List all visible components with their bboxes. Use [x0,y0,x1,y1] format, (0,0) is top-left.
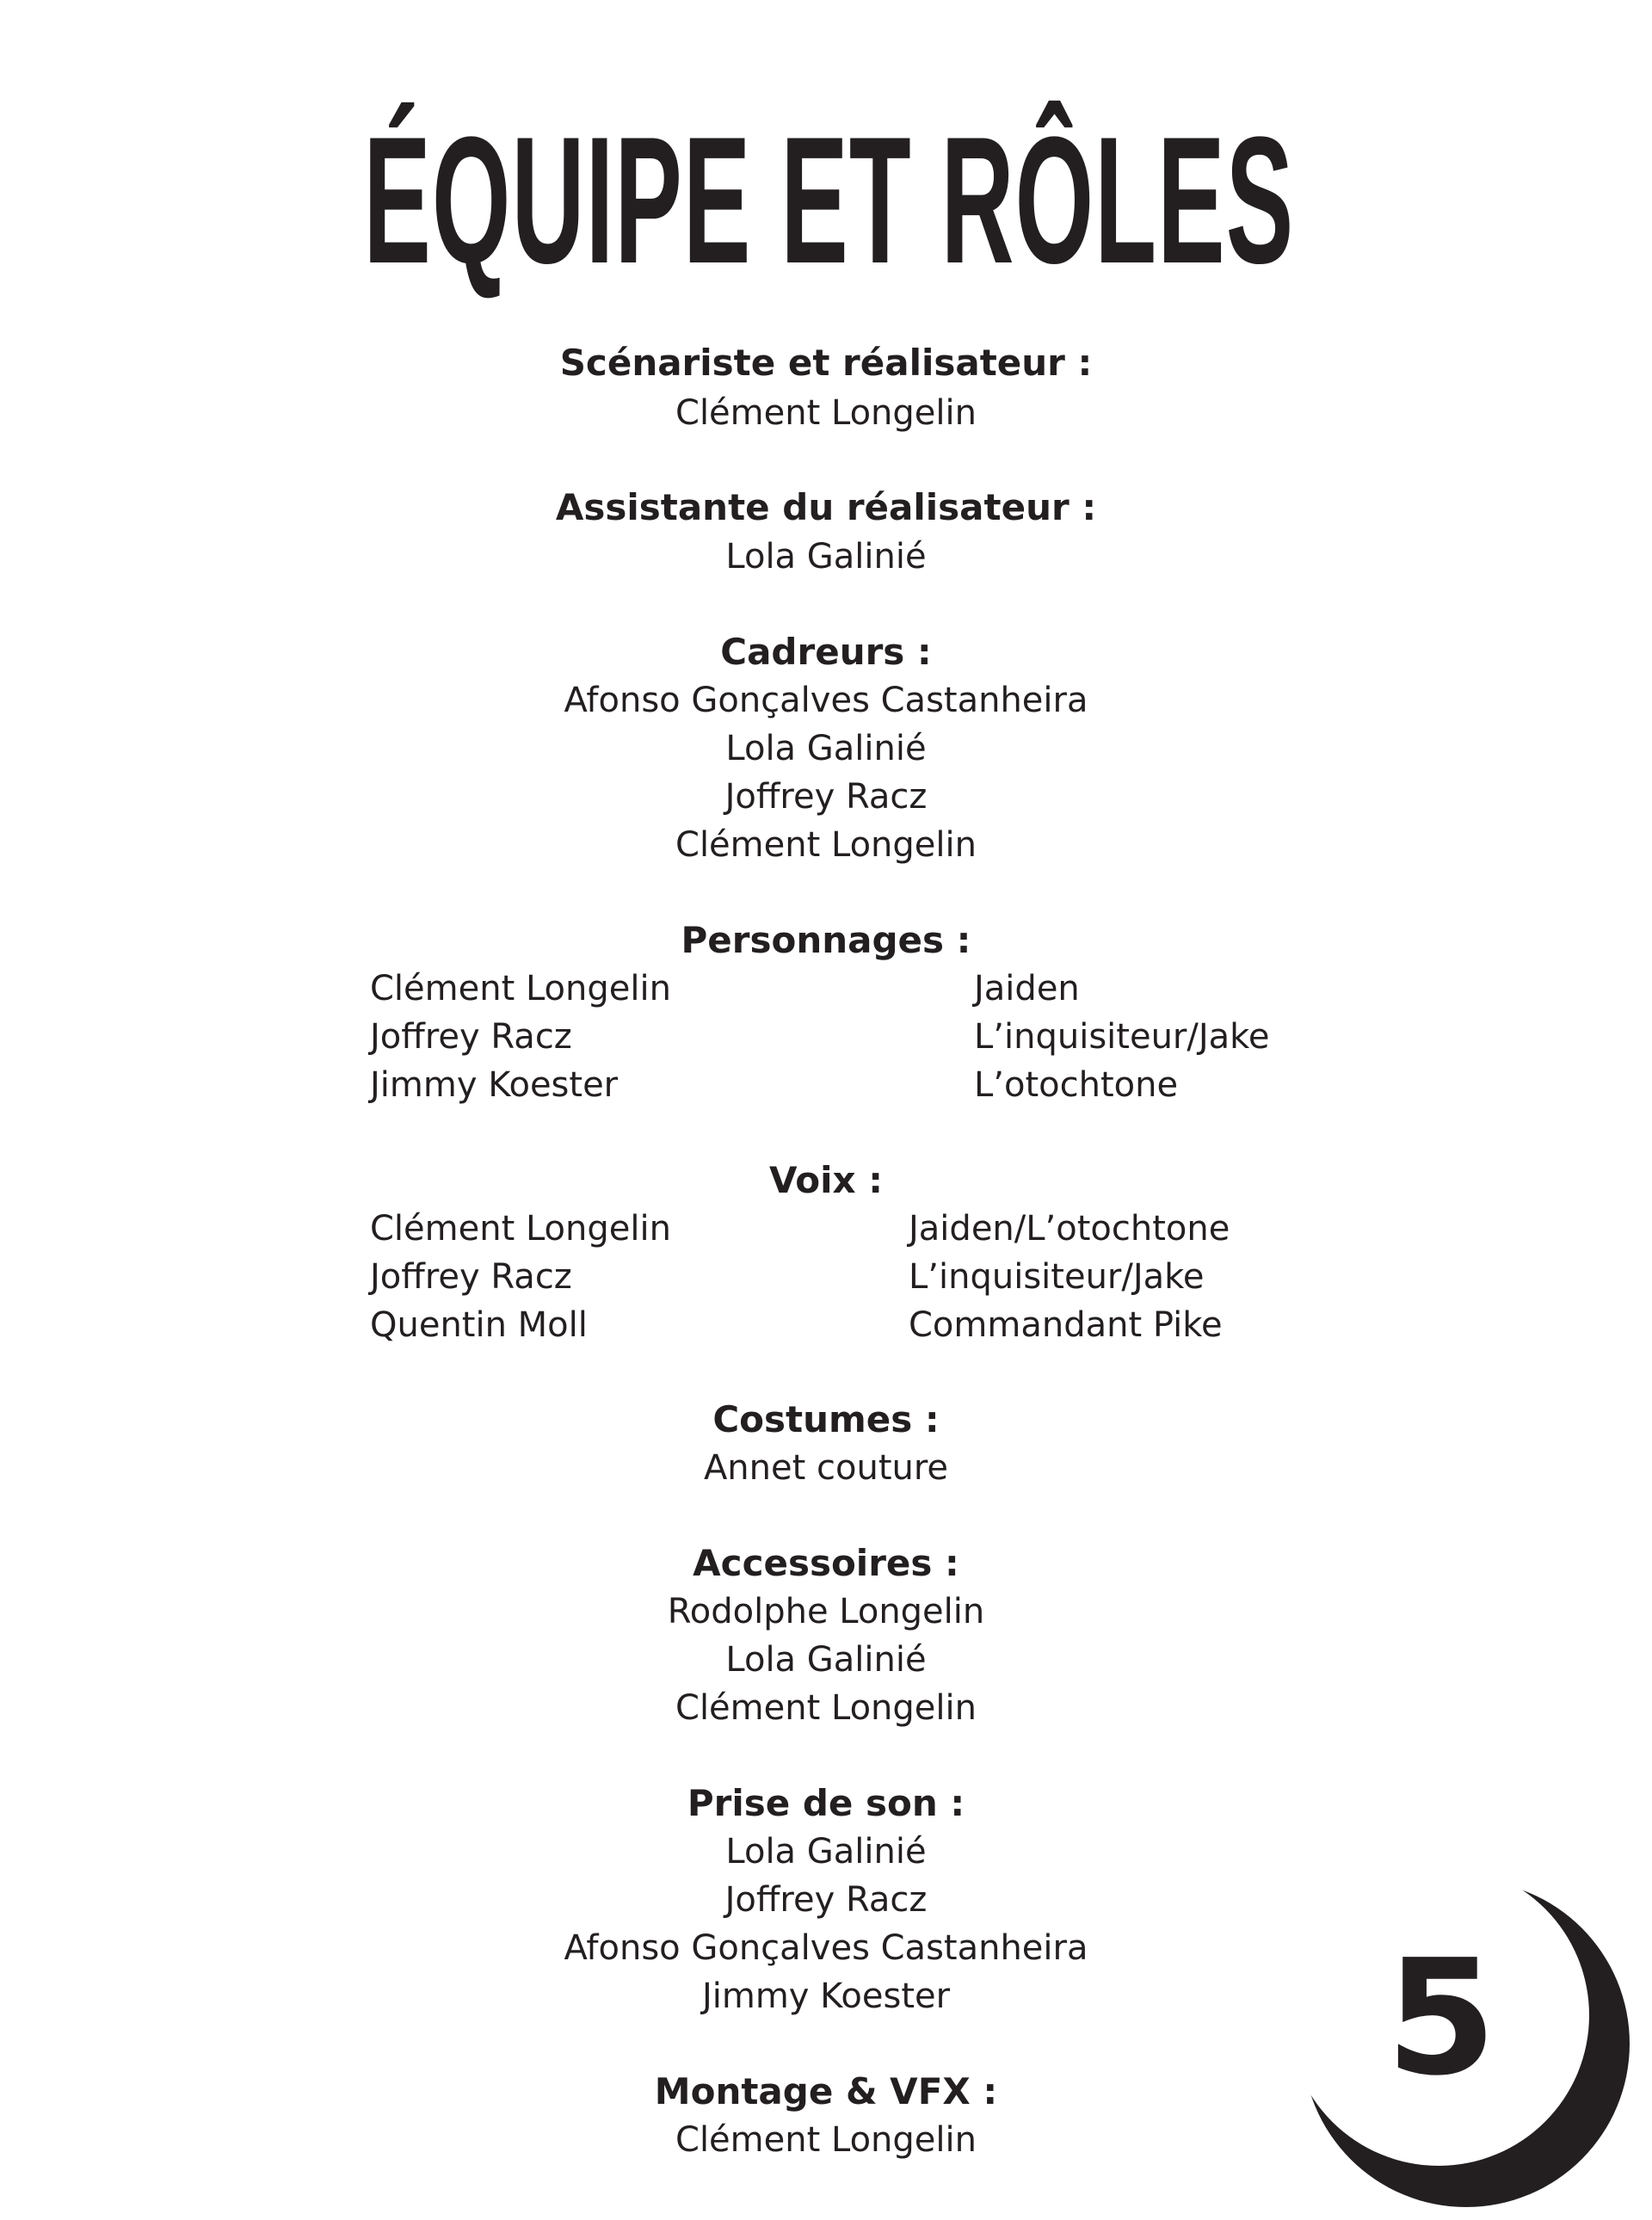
page-title: ÉQUIPE ET RÔLES [363,99,1295,301]
section-heading-prise-de-son: Prise de son : [687,1782,965,1824]
role-name: Jaiden [974,969,1080,1008]
actor-name: Joffrey Racz [370,1017,572,1057]
actor-name: Quentin Moll [370,1305,588,1345]
section-heading-montage: Montage & VFX : [654,2070,998,2112]
credit-name: Joffrey Racz [724,777,928,817]
personnages-actor-column [370,965,671,1109]
section-heading-assistante: Assistante du réalisateur : [555,486,1097,528]
section-heading-accessoires: Accessoires : [693,1542,959,1584]
role-name: Jaiden/L’otochtone [909,1209,1230,1249]
role-name: L’otochtone [974,1065,1179,1105]
actor-name: Clément Longelin [370,969,671,1008]
section-heading-cadreurs: Cadreurs : [720,631,932,673]
actor-name: Jimmy Koester [370,1065,619,1105]
credit-name: Lola Galinié [725,1832,927,1872]
credit-name: Rodolphe Longelin [667,1592,985,1631]
role-name: L’inquisiteur/Jake [974,1017,1270,1057]
credit-name: Annet couture [703,1448,949,1488]
credit-name: Clément Longelin [675,825,977,865]
role-name: L’inquisiteur/Jake [909,1257,1205,1297]
credit-name: Afonso Gonçalves Castanheira [564,1928,1088,1968]
credit-name: Lola Galinié [725,729,927,768]
actor-name: Joffrey Racz [370,1257,572,1297]
credit-name: Clément Longelin [675,2120,977,2160]
credit-name: Lola Galinié [725,537,927,577]
credit-name: Clément Longelin [675,1688,977,1728]
credit-name: Clément Longelin [675,393,977,433]
section-heading-voix: Voix : [769,1159,883,1201]
personnages-role-column [974,965,1270,1109]
credit-name: Lola Galinié [725,1640,927,1680]
credit-name: Jimmy Koester [701,1976,951,2016]
page-number: 5 [1385,1925,1497,2111]
actor-name: Clément Longelin [370,1209,671,1249]
section-heading-costumes: Costumes : [712,1398,940,1440]
credit-name: Joffrey Racz [724,1880,928,1920]
role-name: Commandant Pike [909,1305,1223,1345]
section-heading-scenariste: Scénariste et réalisateur : [559,342,1093,384]
voix-actor-column [370,1205,671,1349]
credit-name: Afonso Gonçalves Castanheira [564,681,1088,720]
section-heading-personnages: Personnages : [681,919,971,961]
voix-role-column [909,1205,1230,1349]
